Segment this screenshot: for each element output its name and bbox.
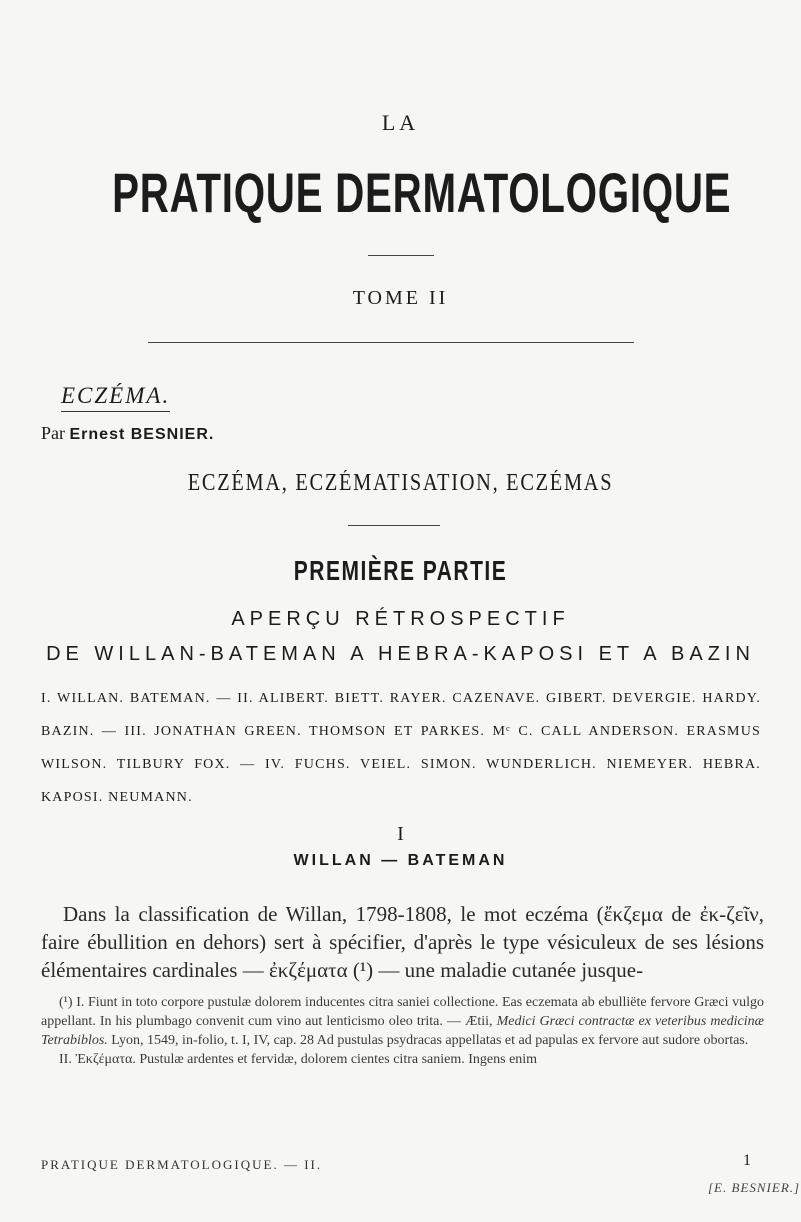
title-la: LA xyxy=(381,110,420,135)
divider-mid xyxy=(348,525,440,526)
author-line xyxy=(41,423,214,444)
part-subtitle-1: APERÇU RÉTROSPECTIF xyxy=(231,608,570,630)
footnotes xyxy=(41,993,764,1069)
body-paragraph: Dans la classification de Willan, 1798-1808, le mot eczéma (ἔκζεμα de ἐκ-ζεῖν, faire ébullition en dehors) sert à spécifier, d'après le type vésiculeux de ses lésions élémentaires cardinales — ἐκζέματα (¹) — une maladie cutanée jusque- xyxy=(41,902,764,982)
table-of-contents: I. WILLAN. BATEMAN. — II. ALIBERT. BIETT. RAYER. CAZENAVE. GIBERT. DEVERGIE. HARDY. BAZIN. — III. JONATHAN GREEN. THOMSON ET PARKES. Mᶜ C. CALL ANDERSON. ERASMUS WILSON. TILBURY FOX. — IV. FUCHS. VEIEL. SIMON. WUNDERLICH. NIEMEYER. HEBRA. KAPOSI. NEUMANN. xyxy=(41,691,761,805)
section-title: ECZÉMA, ECZÉMATISATION, ECZÉMAS xyxy=(187,470,614,496)
part-subtitle-2: DE WILLAN-BATEMAN A HEBRA-KAPOSI ET A BAZIN xyxy=(46,643,755,665)
page-number: 1 xyxy=(743,1152,751,1169)
footnote-1-author: Ætii, xyxy=(464,1014,493,1029)
footnote-1-work: Medici Græci contractæ ex veteribus medicinæ Tetrabiblos. xyxy=(41,1014,764,1048)
book-title: PRATIQUE DERMATOLOGIQUE xyxy=(112,161,732,224)
printer-mark: [E. BESNIER.] xyxy=(708,1180,801,1195)
footnote-marker: (¹) xyxy=(59,995,73,1010)
divider-long xyxy=(148,342,634,343)
author-prefix: Par xyxy=(41,423,65,443)
footnote-1-citation: Lyon, 1549, in-folio, t. I, IV, cap. 28 Ad pustulas psydracas appellatas et ad papulas ex fervore aut sudore obortas. xyxy=(107,1033,749,1048)
footnote-1 xyxy=(41,993,764,1050)
footnote-1-text: I. Fiunt in toto corpore pustulæ dolorem inducentes citra saniei collectione. Eas eczemata ab ebulliëte fervore Græci vulgo appellant. In his plumbago convenit cum vino aut lenticismo oleo trita. — xyxy=(41,995,765,1029)
chapter-title: WILLAN — BATEMAN xyxy=(293,852,508,869)
footnote-2: II. Ἐκζέματα. Pustulæ ardentes et fervidæ, dolorem cientes citra saniem. Ingens enim xyxy=(59,1052,538,1067)
article-heading: ECZÉMA. xyxy=(61,383,170,412)
running-footer: PRATIQUE DERMATOLOGIQUE. — II. xyxy=(41,1157,323,1172)
divider-short xyxy=(368,255,434,256)
volume-label: TOME II xyxy=(352,287,449,309)
chapter-number: I xyxy=(397,823,404,845)
author-name: Ernest BESNIER. xyxy=(69,426,215,443)
part-title: PREMIÈRE PARTIE xyxy=(293,555,508,586)
